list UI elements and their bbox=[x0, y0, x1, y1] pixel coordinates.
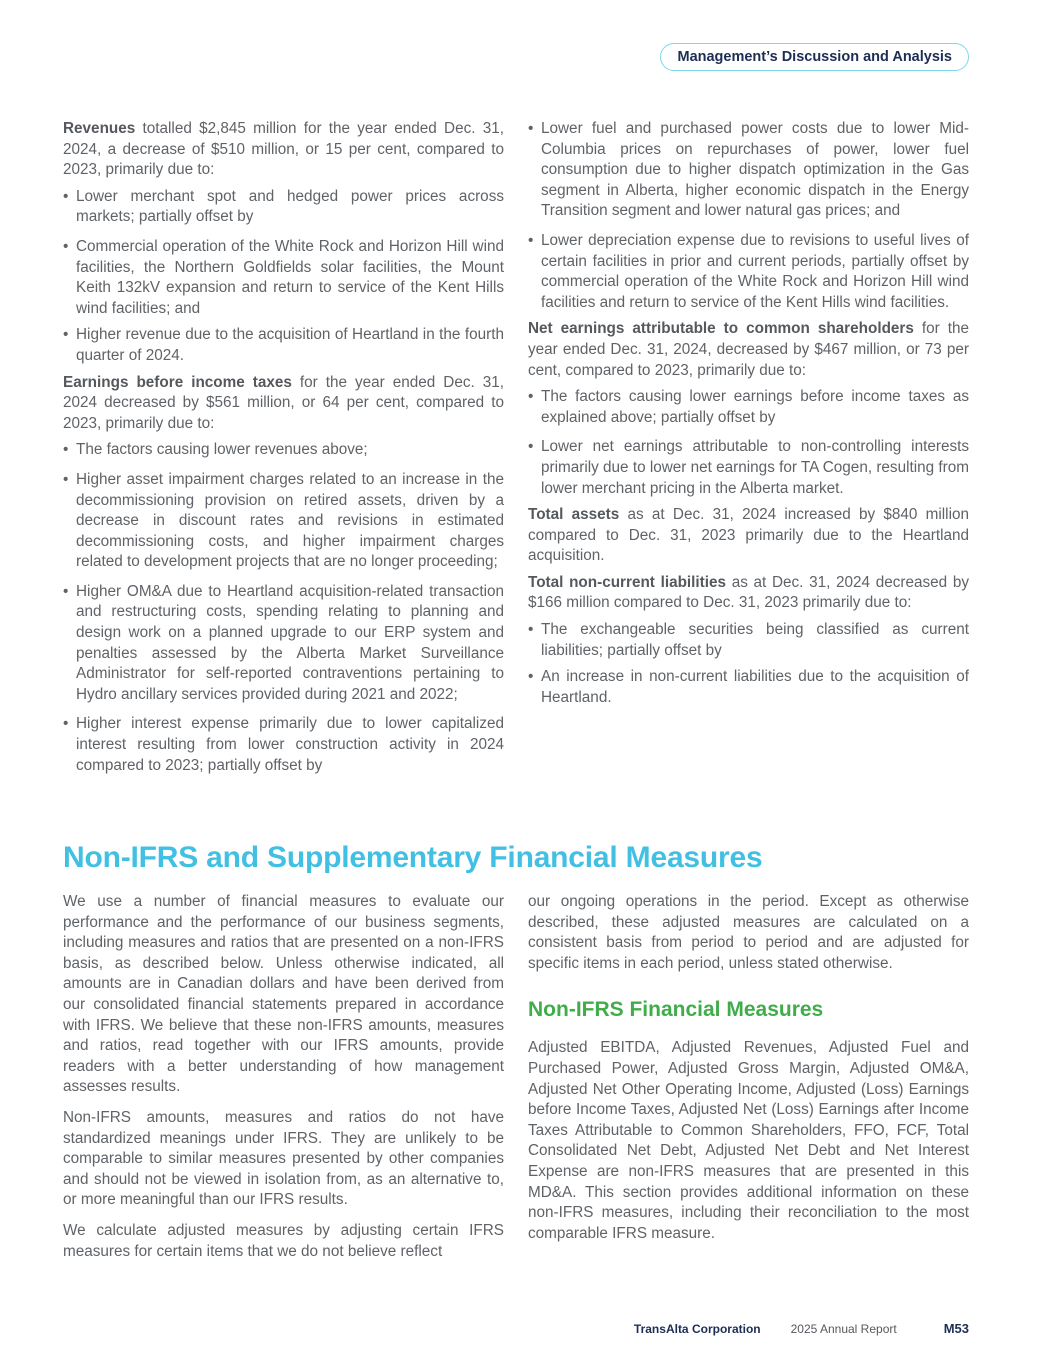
subsection-heading: Non-IFRS Financial Measures bbox=[528, 998, 824, 1022]
page-number: M53 bbox=[943, 1321, 969, 1336]
net-earnings-paragraph bbox=[528, 319, 969, 381]
list-item: • The exchangeable securities being classified as current liabilities; partially offset by bbox=[528, 620, 969, 661]
total-liabilities-paragraph bbox=[528, 573, 969, 614]
adjusted-measures-continued: our ongoing operations in the period. Except as otherwise described, these adjusted measures are calculated on a consistent basis from period to period and are adjusted for specific items in each period, unless stated otherwise. bbox=[528, 893, 969, 972]
footer-report: 2025 Annual Report bbox=[790, 1322, 897, 1336]
total-liabilities-lead: Total non-current liabilities bbox=[528, 573, 727, 591]
ebt-lead: Earnings before income taxes bbox=[63, 373, 292, 391]
list-item: • The factors causing lower earnings before income taxes as explained above; partially offset by bbox=[528, 387, 969, 428]
ebt-text: for the year ended Dec. 31, 2024 decreased by $561 million, or 64 per cent, compared to 2023, primarily due to: bbox=[63, 373, 504, 432]
list-item: • Lower fuel and purchased power costs due to lower Mid-Columbia prices on repurchases of power, lower fuel consumption due to higher dispatch optimization in the Gas segment in Alberta, higher economic dispatch in the Energy Transition segment and lower natural gas prices; and bbox=[528, 119, 969, 222]
total-assets-text: as at Dec. 31, 2024 increased by $840 million compared to Dec. 31, 2023 primarily due to the Heartland acquisition. bbox=[528, 506, 969, 565]
total-assets-paragraph bbox=[528, 505, 969, 567]
list-item: • Commercial operation of the White Rock and Horizon Hill wind facilities, the Northern Goldfields solar facilities, the Mount Keith 132kV expansion and return to service of the Kent Hills wind facilities; and bbox=[63, 237, 504, 319]
intro-paragraph: We use a number of financial measures to evaluate our performance and the performance of our business segments, including measures and ratios that are presented on a non-IFRS basis, as described below. Unless otherwise indicated, all amounts are in Canadian dollars and have been derived from our consolidated financial statements prepared in accordance with IFRS. We believe that these non-IFRS amounts, measures and ratios, read together with our IFRS amounts, provide readers with a better understanding of how management assesses results. bbox=[63, 893, 504, 1096]
upper-left-column bbox=[63, 119, 504, 776]
total-assets-lead: Total assets bbox=[528, 506, 620, 524]
revenues-paragraph bbox=[63, 119, 504, 181]
total-liabilities-text: as at Dec. 31, 2024 decreased by $166 million compared to Dec. 31, 2023 primarily due to: bbox=[528, 573, 969, 612]
adjusted-measures-paragraph: We calculate adjusted measures by adjusting certain IFRS measures for certain items that we do not believe reflect bbox=[63, 1221, 504, 1260]
ebt-paragraph bbox=[63, 373, 504, 435]
footer-company: TransAlta Corporation bbox=[633, 1322, 761, 1336]
non-ifrs-measures-paragraph: Adjusted EBITDA, Adjusted Revenues, Adjusted Fuel and Purchased Power, Adjusted Gross Margin, Adjusted OM&A, Adjusted Net Other Operating Income, Adjusted (Loss) Earnings before Income Taxes, Adjusted Net (Loss) Earnings after Income Taxes Attributable to Common Shareholders, FFO, FCF, Total Consolidated Net Debt, Adjusted Net Debt and Net Interest Expense are non-IFRS measures that are presented in this MD&A. This section provides additional information on these non-IFRS measures, including their reconciliation to the most comparable IFRS measure. bbox=[528, 1039, 969, 1242]
list-item: • The factors causing lower revenues above; bbox=[63, 440, 504, 461]
page-footer bbox=[634, 1321, 969, 1336]
section-heading: Non-IFRS and Supplementary Financial Measures bbox=[63, 841, 763, 874]
list-item: • Higher asset impairment charges related to an increase in the decommissioning provision on retired assets, driven by a decrease in discount rates and revisions in estimated decommissioning costs, and higher impairment charges related to development projects that are no longer proceeding; bbox=[63, 470, 504, 573]
list-item: • Higher OM&A due to Heartland acquisition-related transaction and restructuring costs, spending relating to planning and design work on a planned upgrade to our ERP system and penalties assessed by the Alberta Market Surveillance Administrator for self-reported contraventions pertaining to Hydro ancillary services provided during 2021 and 2022; bbox=[63, 582, 504, 706]
revenues-lead: Revenues bbox=[63, 120, 136, 137]
list-item: • Lower depreciation expense due to revisions to useful lives of certain facilities in prior and current periods, partially offset by commercial operation of the White Rock and Horizon Hill wind facilities and return to service of the Kent Hills wind facilities. bbox=[528, 231, 969, 313]
net-earnings-lead: Net earnings attributable to common shareholders bbox=[528, 320, 914, 338]
list-item: • Higher revenue due to the acquisition of Heartland in the fourth quarter of 2024. bbox=[63, 325, 504, 366]
section-label-badge: Management’s Discussion and Analysis bbox=[660, 43, 969, 71]
upper-right-column bbox=[528, 119, 969, 708]
lower-left-column bbox=[63, 892, 504, 1262]
lower-right-column bbox=[528, 892, 969, 1244]
net-earnings-text: for the year ended Dec. 31, 2024, decreased by $467 million, or 73 per cent, compared to 2023, primarily due to: bbox=[528, 320, 969, 379]
standardization-paragraph: Non-IFRS amounts, measures and ratios do not have standardized meanings under IFRS. They are unlikely to be comparable to similar measures presented by other companies and should not be viewed in isolation from, as an alternative to, or more meaningful than our IFRS results. bbox=[63, 1108, 504, 1209]
list-item: • Lower net earnings attributable to non-controlling interests primarily due to lower net earnings for TA Cogen, resulting from lower merchant pricing in the Alberta market. bbox=[528, 437, 969, 499]
list-item: • An increase in non-current liabilities due to the acquisition of Heartland. bbox=[528, 667, 969, 708]
revenues-text: totalled $2,845 million for the year ended Dec. 31, 2024, a decrease of $510 million, or 15 per cent, compared to 2023, primarily due to: bbox=[63, 120, 504, 179]
list-item: • Higher interest expense primarily due to lower capitalized interest resulting from lower construction activity in 2024 compared to 2023; partially offset by bbox=[63, 714, 504, 776]
list-item: • Lower merchant spot and hedged power prices across markets; partially offset by bbox=[63, 187, 504, 228]
